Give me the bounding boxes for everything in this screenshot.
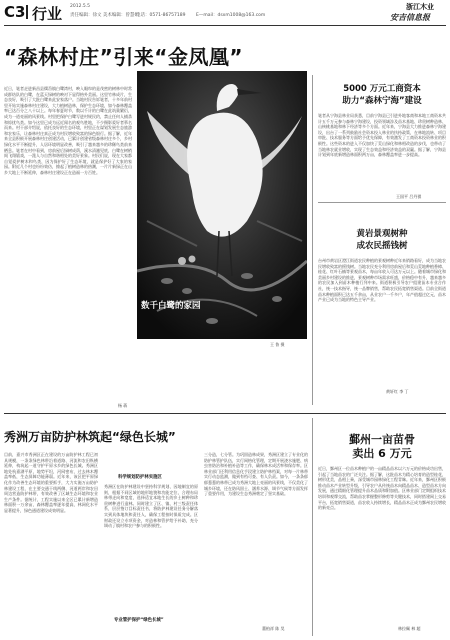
photo-caption: 数千白鹭的家园	[141, 301, 201, 311]
bottom-body-col1: 目前，嘉兴市秀洲区正在建设的万亩防护林工程已初具规模，一条条绿色林带沿着道路、河流和农田纵横延伸，构筑起一道守护平原水乡的绿色长城。秀洲区地处杭嘉湖平原，地势平坦，河网密布，过去林木覆盖率低，生态屏障功能薄弱。近年来，该区把平原绿化作为改善生态环境的重要抓手，大力实施万亩防护林建设工程，在主要交通干线两侧、河道两岸和农田周边营造防护林带，有效改善了区域生态环境和农业生产条件。据统计，工程实施以来全区已累计新增造林面积一万余亩，森林覆盖率逐年提高，林网化水平显著提升，绿色通道建设成效明显。	[4, 452, 98, 513]
side3-headline-line2: 卖出 6 万元	[352, 447, 412, 460]
side2-headline-line2: 成农民摇钱树	[356, 241, 408, 251]
side2-body: 台州市黄岩区澄江街道农民种植的景观树种近年来销路看好，成为当地农民增收致富的摇钱树。当地农民充分利用房前屋后和荒山荒地种植香樟、桂花、红叶石楠等景观苗木，每亩年收入可达万元以上。随着城市绿化和美丽乡村建设的推进，景观树种市场需求旺盛，价格稳中有升，越来越多的农民加入到苗木种植行列中来。街道积极引导农户组建苗木专业合作社，统一技术指导，统一品牌销售，帮助农民拓宽销售渠道。目前全街道苗木种植面积已达五千余亩，从业农户一千多户，年产值超过亿元，苗木产业已成为当地的特色主导产业。	[318, 258, 446, 303]
side-divider-1	[318, 202, 446, 203]
side1-headline-line2: 助力“森林宁海”建设	[342, 96, 422, 106]
email-line: E—mail：dsxm1008@163.com	[196, 13, 266, 18]
masthead	[4, 2, 446, 24]
bottom-headline: 秀洲万亩防护林筑起“绿色长城”	[4, 430, 176, 444]
side3-headline	[318, 433, 446, 461]
side3-body: 近日，鄞州区一位苗木种植户的一亩精品苗木以六万元的价格成功出售，引起了当地苗农的广泛关注。据了解，这批苗木为精心培育的造型桂花，树形优美，品相上乘，深受城市园林绿化工程青睐。近年来，鄞州区积极推动苗木产业转型升级，引导农户从传统苗木向精品苗木、造型苗木方向发展，通过精细化管理提升苗木品质和附加值。区林业部门定期组织技术培训和观摩交流，帮助苗农掌握整形修剪等关键技术，同时搭建网上交易平台，拓宽销售渠道，苗农收入持续增长，精品苗木正成为鄞州农民增收的新亮点。	[318, 466, 446, 511]
bottom-body-col2-top	[104, 452, 198, 472]
lead-body-cont	[137, 352, 307, 402]
paper-region-text: 浙江	[406, 3, 420, 11]
phone-line: 电话：0571-86757189	[136, 13, 186, 18]
bottom-column-divider	[312, 418, 313, 636]
section-code: C3	[4, 3, 26, 21]
side3-headline-line1: 鄞州一亩苗骨	[349, 433, 415, 446]
section-divider-bottom	[4, 413, 446, 414]
egret-photo	[137, 71, 307, 339]
side2-headline-line1: 黄岩景观树种	[356, 229, 408, 239]
side3-byline: 林拉佩 林 超	[398, 626, 421, 631]
lead-body: 近日，笔者走进新昌县儒岙镇白鹭湾村，映入眼帘的是茂密的树林中时常成群结队的白鹭，在蓝天绿树的映衬下显得格外美丽。这里竹林成片，生态良好，吸引了大批白鹭来此安家落户。当地村民告诉笔者，十多年前村里开始实施森林村庄建设，大力植树造林，保护生态环境，如今森林覆盖率已达百分之八十以上。每年春夏时节，数以千计的白鹭在此筑巢繁衍，成为一道亮丽的风景线。村里把保护白鹭写进村规民约，禁止任何人捕杀和惊扰鸟类。如今这里已成为远近闻名的观鸟胜地，不少摄影爱好者慕名而来。村干部介绍说，依托良好的生态环境，村里正在谋划发展生态旅游和农家乐，让森林村庄真正成为村民增收致富的绿色银行。据了解，近年来全县积极开展森林村庄创建活动，已累计创建省级森林村庄多个，乡村绿化水平不断提升，人居环境明显改善，吸引了越来越多的珍稀鸟类前来栖息。笔者在村中看到，房前屋后绿树成荫，溪水清澈见底，白鹭在树梢间飞翔嬉戏，一派人与自然和谐相处的美好景象。村民们说，现在大家都自觉爱护树木和鸟类，因为保护好了生态环境，就是保护好了大家的家园。附近几个村也纷纷效仿，掀起了植树造林的热潮，一片片新绿正在山乡大地上不断延伸，森林村庄建设正在造福一方百姓。	[4, 86, 132, 175]
paper-subsection-text: 木业	[420, 3, 434, 11]
paper-region	[406, 2, 434, 12]
side2-headline	[318, 228, 446, 252]
lead-byline: 杨 蒋	[118, 403, 128, 408]
bottom-section-title-2: 专业管护保护“绿色长城”	[114, 618, 164, 623]
side1-headline	[318, 83, 446, 107]
bottom-section-title-1: 科学规划防护林实施区	[118, 475, 162, 480]
column-divider	[312, 75, 313, 405]
masthead-rule	[4, 25, 446, 26]
bottom-byline: 董柏祥 陈 昊	[262, 626, 285, 631]
bottom-body-col2: 秀洲区在防护林建设中坚持科学规划、因地制宜的原则，根据不同区域的地形地貌和功能定位，合理布局林带走向和宽度，选择适宜本地生长的乡土树种和珍贵树种进行造林。同时建立了区、镇、村三级责任体系，层层签订目标责任书，将防护林建设任务分解落实到具体地块和责任人，确保工程按时保质完成。区财政还设立专项资金，对造林和管护给予补助，充分调动了镇村和农户参与的积极性。	[104, 484, 198, 529]
photo-credit: 王 鲁 摄	[270, 342, 285, 347]
editor-line: 责任编辑：徐文 美术编辑：曾慧娟	[70, 13, 139, 18]
bottom-body-col2-tail	[104, 627, 198, 635]
section-name: 行业	[32, 5, 63, 23]
paper-name: 安吉信息报	[390, 12, 430, 22]
side1-byline: 王国平 吕丹祺	[396, 194, 422, 199]
side1-headline-line1: 5000 万元工商资本	[343, 84, 421, 94]
side1-body: 笔者从宁海县林业局获悉，目前宁海县已引进外地客商和本地工商资本共计五千万元参与森林宁海建设，投资领域涉及苗木基地、珍贵树种造林、山核桃基地和林下经济等多个方面。近年来，宁海县大力推进森林宁海建设，出台了一系列鼓励社会资本投入林业的扶持政策，在林地流转、项目审批、技术服务等方面给予优先保障，有效激发了工商资本投资林业的积极性。这些资本的进入不仅加快了荒山绿化和林相改造的步伐，也带动了当地林农就业增收，实现了生态效益和经济效益的双赢。据了解，宁海县计划到年底新增造林面积两万亩，森林覆盖率进一步提高。	[318, 113, 446, 158]
lead-headline: “森林村庄”引来“金凤凰”	[4, 45, 244, 69]
section-divider	[26, 5, 28, 19]
side2-byline: 黄轩红 李 丁	[386, 389, 409, 394]
issue-date: 2012.5.5	[70, 4, 91, 9]
bottom-body-col3: 三分造，七分管。为巩固造林成果，秀洲区建立了专业化的防护林管护队伍，实行网格化管理，定期开展浇水施肥、病虫害防治和补植补造等工作，确保林木成活率和保存率。区林业部门还利用信息化手段建立防护林档案，对每一片林带实行动态监测，做到有档可查、有人负责。如今，一条条郁郁葱葱的林带已成为秀洲大地上亮丽的风景线，不仅美化了城乡环境，还在防风固土、涵养水源、调节气候等方面发挥了重要作用，为建设生态秀洲奠定了坚实基础。	[204, 452, 308, 497]
